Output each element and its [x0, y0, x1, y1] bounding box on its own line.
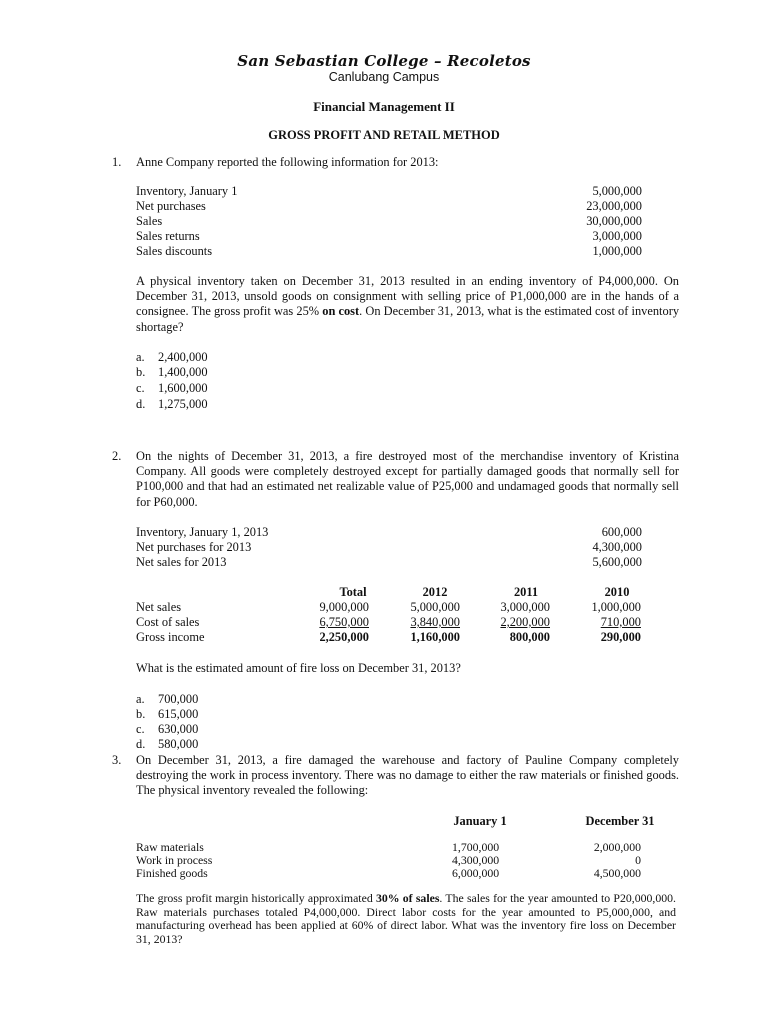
table-header: January 1: [453, 814, 507, 828]
table-cell: 2,000,000: [593, 840, 641, 854]
q2-item-row: [136, 525, 642, 540]
question-3-paragraph: [136, 892, 676, 946]
table-cell: 0: [635, 853, 641, 867]
question-2-number: 2.: [112, 449, 122, 463]
question-3-number: 3.: [112, 753, 122, 767]
question-1-intro: Anne Company reported the following information for 2013:: [136, 155, 439, 169]
q2-item-row: [136, 540, 642, 555]
question-3-intro: On December 31, 2013, a fire damaged the warehouse and factory of Pauline Company completely destroying the work in process inventory. There was no damage to either the raw materials or finished goods. The physical inventory revealed the following:: [136, 753, 679, 798]
q1-item-value: 23,000,000: [586, 199, 642, 213]
q1-item-value: 5,000,000: [592, 184, 642, 198]
table-row-label: Finished goods: [136, 866, 208, 880]
question-2-intro: On the nights of December 31, 2013, a fire destroyed most of the merchandise inventory of Kristina Company. All goods were completely destroyed except for partially damaged goods that normally sell for P100,000 and that had an estimated net realizable value of P25,000 and undamaged goods that normally sell for P60,000.: [136, 449, 679, 509]
table-header: December 31: [585, 814, 655, 828]
table-cell: 6,750,000: [319, 615, 369, 629]
table-header: 2012: [422, 585, 448, 599]
option-value: 1,400,000: [158, 365, 208, 379]
q1-item-value: 1,000,000: [592, 244, 642, 258]
subject-title: Financial Management II: [313, 99, 455, 114]
table-cell: 290,000: [600, 630, 641, 644]
table-row-label: Work in process: [136, 853, 213, 867]
option-value: 630,000: [158, 722, 199, 736]
question-1-number: 1.: [112, 155, 122, 169]
q1-paragraph-emphasis: on cost: [322, 304, 360, 319]
q1-item-label: Sales returns: [136, 229, 200, 243]
q1-item-row: [136, 229, 642, 244]
q3-paragraph-part: The gross profit margin historically approximated: [136, 891, 376, 905]
q1-item-value: 30,000,000: [586, 214, 642, 228]
option-value: 1,600,000: [158, 381, 208, 395]
table-cell: 4,300,000: [452, 853, 500, 867]
option-letter: a.: [136, 350, 145, 364]
option-letter: b.: [136, 365, 146, 379]
table-cell: 1,700,000: [452, 840, 500, 854]
table-cell: 800,000: [509, 630, 550, 644]
q1-item-row: [136, 199, 642, 214]
school-name: San Sebastian College – Recoletos: [237, 52, 531, 70]
table-cell: 5,000,000: [410, 600, 460, 614]
option-value: 700,000: [158, 692, 199, 706]
option-value: 1,275,000: [158, 397, 208, 411]
q1-item-row: [136, 214, 642, 229]
table-cell: 4,500,000: [593, 866, 641, 880]
table-row-label: Cost of sales: [136, 615, 200, 629]
table-row-label: Raw materials: [136, 840, 204, 854]
option-letter: d.: [136, 737, 146, 751]
q1-item-row: [136, 244, 642, 259]
q1-item-label: Inventory, January 1: [136, 184, 238, 198]
table-cell: 1,000,000: [591, 600, 641, 614]
table-header: 2010: [604, 585, 630, 599]
table-cell: 2,250,000: [319, 630, 369, 644]
q2-item-label: Net sales for 2013: [136, 555, 227, 569]
topic-heading: GROSS PROFIT AND RETAIL METHOD: [268, 128, 500, 142]
q1-item-row: [136, 184, 642, 199]
table-cell: 3,000,000: [500, 600, 550, 614]
q3-paragraph-part: . The sales for the year amounted to P20,000,000. Raw materials purchases totaled P4,000,000. Direct labor costs for the year amounted to P5,000,000, and manufacturing overhead has been applied at 60% of direct labor. What was the inventory fire loss on December 31, 2013?: [136, 891, 676, 946]
q2-item-label: Net purchases for 2013: [136, 540, 252, 554]
campus-name: Canlubang Campus: [328, 70, 440, 84]
option-letter: c.: [136, 722, 145, 736]
q2-item-row: [136, 555, 642, 570]
q1-item-label: Sales: [136, 214, 163, 228]
option-letter: a.: [136, 692, 145, 706]
q2-item-value: 4,300,000: [592, 540, 642, 554]
q1-paragraph-part: . On December 31, 2013, what is the estimated cost of inventory shortage?: [136, 304, 680, 334]
option-value: 615,000: [158, 707, 199, 721]
table-cell: 1,160,000: [410, 630, 460, 644]
question-2-prompt: What is the estimated amount of fire loss on December 31, 2013?: [136, 661, 461, 675]
q1-item-label: Net purchases: [136, 199, 206, 213]
q1-item-label: Sales discounts: [136, 244, 213, 258]
option-letter: b.: [136, 707, 146, 721]
table-cell: 9,000,000: [319, 600, 369, 614]
table-cell: 710,000: [600, 615, 641, 629]
q2-item-value: 5,600,000: [592, 555, 642, 569]
q3-paragraph-emphasis: 30% of sales: [375, 891, 440, 905]
table-cell: 2,200,000: [500, 615, 550, 629]
table-cell: 3,840,000: [410, 615, 460, 629]
option-letter: d.: [136, 397, 146, 411]
q2-item-label: Inventory, January 1, 2013: [136, 525, 269, 539]
q1-paragraph-part: A physical inventory taken on December 31, 2013 resulted in an ending inventory of P4,000,000. On December 31, 2013, unsold goods on consignment with selling price of P1,000,000 are in the hands of a consignee. The gross profit was 25%: [136, 274, 679, 319]
table-row-label: Net sales: [136, 600, 182, 614]
table-header: Total: [339, 585, 367, 599]
option-value: 580,000: [158, 737, 199, 751]
q2-item-value: 600,000: [601, 525, 642, 539]
q1-item-value: 3,000,000: [592, 229, 642, 243]
option-value: 2,400,000: [158, 350, 208, 364]
table-row-label: Gross income: [136, 630, 205, 644]
table-header: 2011: [513, 585, 539, 599]
question-1-paragraph: [136, 274, 679, 335]
option-letter: c.: [136, 381, 145, 395]
table-cell: 6,000,000: [452, 866, 500, 880]
